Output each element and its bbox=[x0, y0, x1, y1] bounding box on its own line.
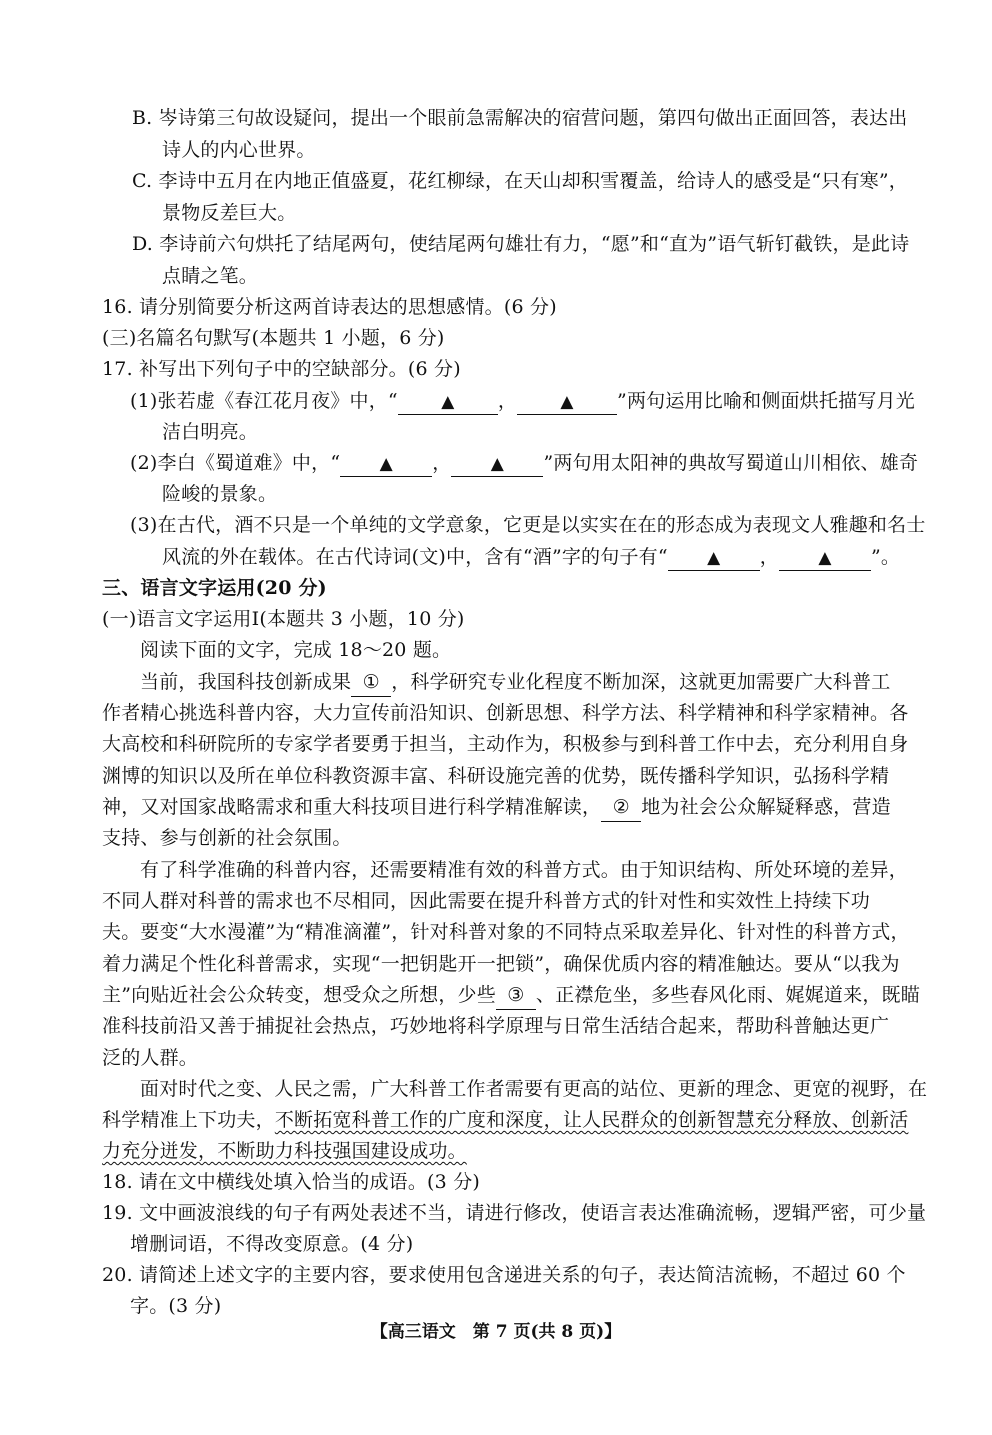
option-c-line1: C. 李诗中五月在内地正值盛夏，花红柳绿，在天山却积雪覆盖，给诗人的感受是“只有寒”， bbox=[132, 170, 908, 192]
passage-p1-line3: 大高校和科研院所的专家学者要勇于担当，主动作为，积极参与到科普工作中去，充分利用自身 bbox=[102, 733, 909, 755]
question-20-line1: 20. 请简述上述文字的主要内容，要求使用包含递进关系的句子，表达简洁流畅，不超过 60 个 bbox=[102, 1264, 906, 1286]
passage-p3-line2: 科学精准上下功夫，不断拓宽科普工作的广度和深度，让人民群众的创新智慧充分释放、创新活 bbox=[102, 1109, 909, 1131]
answer-blank[interactable]: ▲ bbox=[451, 451, 543, 477]
question-17: 17. 补写出下列句子中的空缺部分。(6 分) bbox=[102, 358, 461, 380]
blank-1[interactable]: ① bbox=[351, 668, 391, 697]
answer-blank[interactable]: ▲ bbox=[398, 389, 498, 415]
question-17-1-line2: 洁白明亮。 bbox=[162, 421, 259, 443]
option-b-line1: B. 岑诗第三句故设疑问，提出一个眼前急需解决的宿营问题，第四句做出正面回答，表达出 bbox=[132, 107, 908, 129]
passage-p1-line1: 当前，我国科技创新成果 ① ，科学研究专业化程度不断加深，这就更加需要广大科普工 bbox=[140, 668, 890, 697]
answer-blank[interactable]: ▲ bbox=[517, 389, 617, 415]
passage-p1-line5: 神，又对国家战略需求和重大科技项目进行科学精准解读， ② 地为社会公众解疑释惑，营造 bbox=[102, 793, 891, 822]
passage-p1-line6: 支持、参与创新的社会氛围。 bbox=[102, 827, 352, 849]
passage-p2-line6: 准科技前沿又善于捕捉社会热点，巧妙地将科学原理与日常生活结合起来，帮助科普触达更广 bbox=[102, 1015, 890, 1037]
page-footer: 【高三语文 第 7 页(共 8 页)】 bbox=[370, 1322, 622, 1342]
question-16: 16. 请分别简要分析这两首诗表达的思想感情。(6 分) bbox=[102, 296, 557, 318]
question-19-line2: 增删词语，不得改变原意。(4 分) bbox=[130, 1233, 414, 1255]
part-3-subheading: (一)语言文字运用Ⅰ(本题共 3 小题，10 分) bbox=[102, 608, 465, 630]
option-b-line2: 诗人的内心世界。 bbox=[162, 139, 316, 161]
answer-blank[interactable]: ▲ bbox=[779, 545, 871, 571]
question-19-line1: 19. 文中画波浪线的句子有两处表述不当，请进行修改，使语言表达准确流畅，逻辑严密，可少量 bbox=[102, 1202, 927, 1224]
blank-3[interactable]: ③ bbox=[496, 981, 536, 1010]
question-17-2-line1: (2)李白《蜀道难》中，“ ▲ ， ▲ ”两句用太阳神的典故写蜀道山川相依、雄奇 bbox=[130, 449, 918, 477]
answer-blank[interactable]: ▲ bbox=[668, 545, 760, 571]
passage-p2-line2: 不同人群对科普的需求也不尽相同，因此需要在提升科普方式的针对性和实效性上持续下功 bbox=[102, 890, 871, 912]
passage-p2-line7: 泛的人群。 bbox=[102, 1047, 199, 1069]
part-3-heading: 三、语言文字运用(20 分) bbox=[102, 577, 327, 599]
question-17-3-line1: (3)在古代，酒不只是一个单纯的文学意象，它更是以实实在在的形态成为表现文人雅趣和名士 bbox=[130, 514, 926, 536]
blank-2[interactable]: ② bbox=[601, 793, 641, 822]
question-17-1-line1: (1)张若虚《春江花月夜》中，“ ▲ ， ▲ ”两句运用比喻和侧面烘托描写月光 bbox=[130, 387, 915, 415]
passage-p3-line3 bbox=[102, 1137, 467, 1165]
question-17-2-line2: 险峻的景象。 bbox=[162, 483, 278, 505]
option-d-line2: 点睛之笔。 bbox=[162, 265, 259, 287]
passage-p2-line1: 有了科学准确的科普内容，还需要精准有效的科普方式。由于知识结构、所处环境的差异， bbox=[140, 859, 909, 881]
wavy-underlined-sentence: 不断拓宽科普工作的广度和深度，让人民群众的创新智慧充分释放、创新活 bbox=[274, 1109, 909, 1131]
question-18: 18. 请在文中横线处填入恰当的成语。(3 分) bbox=[102, 1171, 481, 1193]
passage-p2-line5: 主”向贴近社会公众转变，想受众之所想，少些 ③ 、正襟危坐，多些春风化雨、娓娓道来，既瞄 bbox=[102, 981, 920, 1010]
option-d-line1: D. 李诗前六句烘托了结尾两句，使结尾两句雄壮有力，“愿”和“直为”语气斩钉截铁，是此诗 bbox=[132, 233, 910, 255]
question-20-line2: 字。(3 分) bbox=[130, 1295, 222, 1317]
option-c-line2: 景物反差巨大。 bbox=[162, 202, 297, 224]
wavy-underlined-sentence: 力充分迸发，不断助力科技强国建设成功。 bbox=[102, 1140, 467, 1162]
reading-instruction: 阅读下面的文字，完成 18～20 题。 bbox=[140, 639, 452, 661]
passage-p1-line2: 作者精心挑选科普内容，大力宣传前沿知识、创新思想、科学方法、科学精神和科学家精神。各 bbox=[102, 702, 909, 724]
passage-p2-line4: 着力满足个性化科普需求，实现“一把钥匙开一把锁”，确保优质内容的精准触达。要从“以我为 bbox=[102, 953, 900, 975]
passage-p1-line4: 渊博的知识以及所在单位科教资源丰富、科研设施完善的优势，既传播科学知识，弘扬科学精 bbox=[102, 765, 890, 787]
answer-blank[interactable]: ▲ bbox=[340, 451, 432, 477]
question-17-3-line2: 风流的外在载体。在古代诗词(文)中，含有“酒”字的句子有“ ▲ ， ▲ ”。 bbox=[162, 543, 900, 571]
section-3-heading: (三)名篇名句默写(本题共 1 小题，6 分) bbox=[102, 327, 445, 349]
passage-p3-line1: 面对时代之变、人民之需，广大科普工作者需要有更高的站位、更新的理念、更宽的视野，在 bbox=[140, 1078, 928, 1100]
passage-p2-line3: 夫。要变“大水漫灌”为“精准滴灌”，针对科普对象的不同特点采取差异化、针对性的科普方式， bbox=[102, 921, 910, 943]
